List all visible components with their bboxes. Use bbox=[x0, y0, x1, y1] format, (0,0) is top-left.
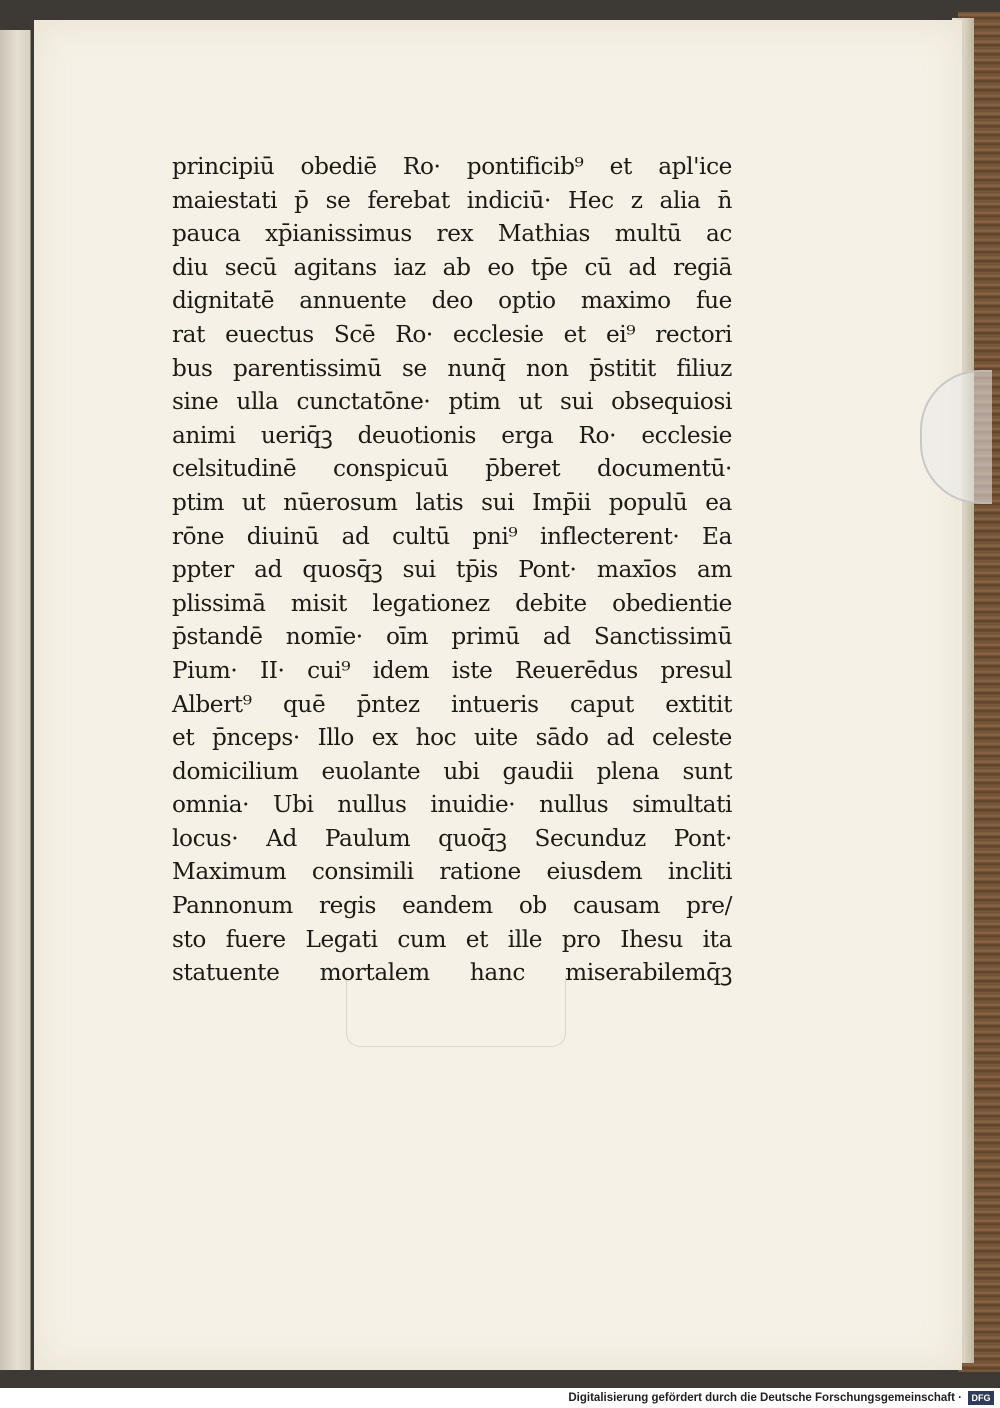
text-line: Albert⁹ quē p̄ntez intueris caput extitit bbox=[172, 690, 732, 718]
text-line: plissimā misit legationez debite obedientie bbox=[172, 589, 732, 617]
text-line: sto fuere Legati cum et ille pro Ihesu ita bbox=[172, 925, 732, 953]
text-line: ptim ut nūerosum latis sui Imp̄ii populū ea bbox=[172, 488, 732, 516]
text-line: dignitatē annuente deo optio maximo fue bbox=[172, 287, 732, 315]
text-line: locus· Ad Paulum quoq̄ꝫ Secunduz Pont· bbox=[172, 824, 732, 852]
text-line: Pium· II· cui⁹ idem iste Reuerēdus presul bbox=[172, 656, 732, 684]
text-line: ppter ad quosq̄ꝫ sui tp̄is Pont· maxīos am bbox=[172, 556, 732, 584]
text-line: statuente mortalem hanc miserabilemq̄ꝫ bbox=[172, 959, 732, 987]
text-line: principiū obediē Ro· pontificib⁹ et apl'ice bbox=[172, 153, 732, 180]
text-line: omnia· Ubi nullus inuidie· nullus simultati bbox=[172, 791, 732, 819]
text-line: p̄standē nomīe· oīm primū ad Sanctissimū bbox=[172, 623, 732, 651]
text-line: domicilium euolante ubi gaudii plena sunt bbox=[172, 757, 732, 785]
funding-credit: Digitalisierung gefördert durch die Deutsche Forschungsgemeinschaft · bbox=[568, 1392, 962, 1404]
text-line: Pannonum regis eandem ob causam pre/ bbox=[172, 892, 732, 920]
dfg-logo: DFG bbox=[968, 1391, 994, 1405]
printed-text-block bbox=[172, 150, 732, 990]
text-line: celsitudinē conspicuū p̄beret documentū· bbox=[172, 455, 732, 483]
text-line: diu secū agitans iaz ab eo tp̄e cū ad regiā bbox=[172, 253, 732, 281]
text-line: bus parentissimū se nunq̄ non p̄stitit filiuz bbox=[172, 354, 732, 382]
text-line: et p̄nceps· Illo ex hoc uite sādo ad celeste bbox=[172, 724, 732, 752]
text-line: pauca xp̄ianissimus rex Mathias multū ac bbox=[172, 220, 732, 248]
text-line: sine ulla cunctatōne· ptim ut sui obsequiosi bbox=[172, 388, 732, 416]
text-line: Maximum consimili ratione eiusdem incliti bbox=[172, 858, 732, 886]
text-line: rat euectus Scē Ro· ecclesie et ei⁹ rectori bbox=[172, 320, 732, 348]
text-line: maiestati p̄ se ferebat indiciū· Hec z alia n̄ bbox=[172, 186, 732, 214]
text-line: rōne diuinū ad cultū pni⁹ inflecterent· Ea bbox=[172, 522, 732, 550]
left-page-edge bbox=[0, 30, 31, 1370]
text-line: animi ueriq̄ꝫ deuotionis erga Ro· ecclesie bbox=[172, 421, 732, 449]
